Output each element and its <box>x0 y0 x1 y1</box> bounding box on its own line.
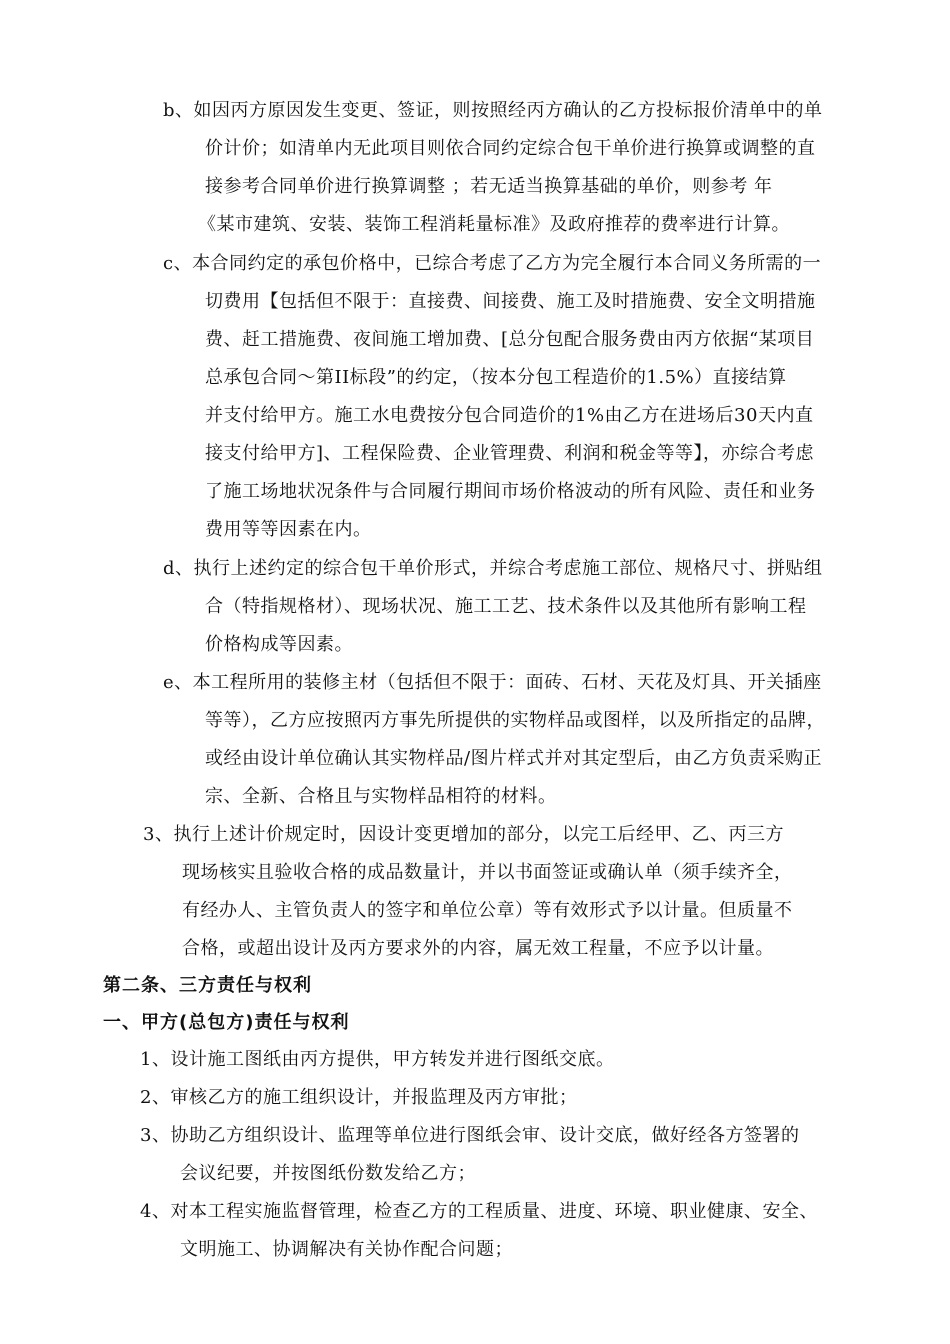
clause-d-line-3: 价格构成等因素。 <box>205 634 353 655</box>
clause-c-line-1: c、本合同约定的承包价格中，已综合考虑了乙方为完全履行本合同义务所需的一 <box>163 253 822 274</box>
duty-4-line-2: 文明施工、协调解决有关协作配合问题； <box>180 1239 513 1260</box>
duty-2-line-1: 2、审核乙方的施工组织设计，并报监理及丙方审批； <box>140 1087 578 1108</box>
clause-e-line-2: 等等），乙方应按照丙方事先所提供的实物样品或图样，以及所指定的品牌， <box>205 710 825 731</box>
section-heading: 一、甲方(总包方)责任与权利 <box>103 1012 350 1033</box>
clause-b-line-3: 接参考合同单价进行换算调整 ；若无适当换算基础的单价，则参考 年 <box>205 176 773 197</box>
clause-3-line-1: 3、执行上述计价规定时，因设计变更增加的部分，以完工后经甲、乙、丙三方 <box>143 824 784 845</box>
clause-c-line-8: 费用等等因素在内。 <box>205 519 372 540</box>
clause-e-line-1: e、本工程所用的装修主材（包括但不限于：面砖、石材、天花及灯具、开关插座 <box>163 672 822 693</box>
clause-3-line-3: 有经办人、主管负责人的签字和单位公章）等有效形式予以计量。但质量不 <box>182 900 793 921</box>
duty-3-line-1: 3、协助乙方组织设计、监理等单位进行图纸会审、设计交底，做好经各方签署的 <box>140 1125 800 1146</box>
duty-1-line-1: 1、设计施工图纸由丙方提供，甲方转发并进行图纸交底。 <box>140 1049 615 1070</box>
clause-3-line-4: 合格，或超出设计及丙方要求外的内容，属无效工程量，不应予以计量。 <box>182 938 774 959</box>
clause-d-line-1: d、执行上述约定的综合包干单价形式，并综合考虑施工部位、规格尺寸、拼贴组 <box>163 558 823 579</box>
duty-4-line-1: 4、对本工程实施监督管理，检查乙方的工程质量、进度、环境、职业健康、安全、 <box>140 1201 818 1222</box>
duty-3-line-2: 会议纪要，并按图纸份数发给乙方； <box>180 1163 476 1184</box>
clause-c-line-4: 总承包合同～第II标段”的约定，（按本分包工程造价的1.5%）直接结算 <box>205 367 787 388</box>
clause-e-line-4: 宗、全新、合格且与实物样品相符的材料。 <box>205 786 557 807</box>
article-heading: 第二条、三方责任与权利 <box>103 975 312 996</box>
clause-c-line-2: 切费用【包括但不限于：直接费、间接费、施工及时措施费、安全文明措施 <box>205 291 816 312</box>
clause-3-line-2: 现场核实且验收合格的成品数量计，并以书面签证或确认单（须手续齐全， <box>182 862 793 883</box>
clause-e-line-3: 或经由设计单位确认其实物样品/图片样式并对其定型后，由乙方负责采购正 <box>205 748 823 769</box>
clause-b-line-1: b、如因丙方原因发生变更、签证，则按照经丙方确认的乙方投标报价清单中的单 <box>163 100 823 121</box>
clause-b-line-4: 《某市建筑、安装、装饰工程消耗量标准》及政府推荐的费率进行计算。 <box>198 214 790 235</box>
clause-d-line-2: 合（特指规格材）、现场状况、施工工艺、技术条件以及其他所有影响工程 <box>205 596 807 617</box>
clause-b-line-2: 价计价；如清单内无此项目则依合同约定综合包干单价进行换算或调整的直 <box>205 138 816 159</box>
clause-c-line-6: 接支付给甲方]、工程保险费、企业管理费、利润和税金等等】，亦综合考虑 <box>205 443 815 464</box>
clause-c-line-3: 费、赶工措施费、夜间施工增加费、[总分包配合服务费由丙方依据“某项目 <box>205 329 815 350</box>
clause-c-line-7: 了施工场地状况条件与合同履行期间市场价格波动的所有风险、责任和业务 <box>205 481 816 502</box>
clause-c-line-5: 并支付给甲方。施工水电费按分包合同造价的1%由乙方在进场后30天内直 <box>205 405 814 426</box>
